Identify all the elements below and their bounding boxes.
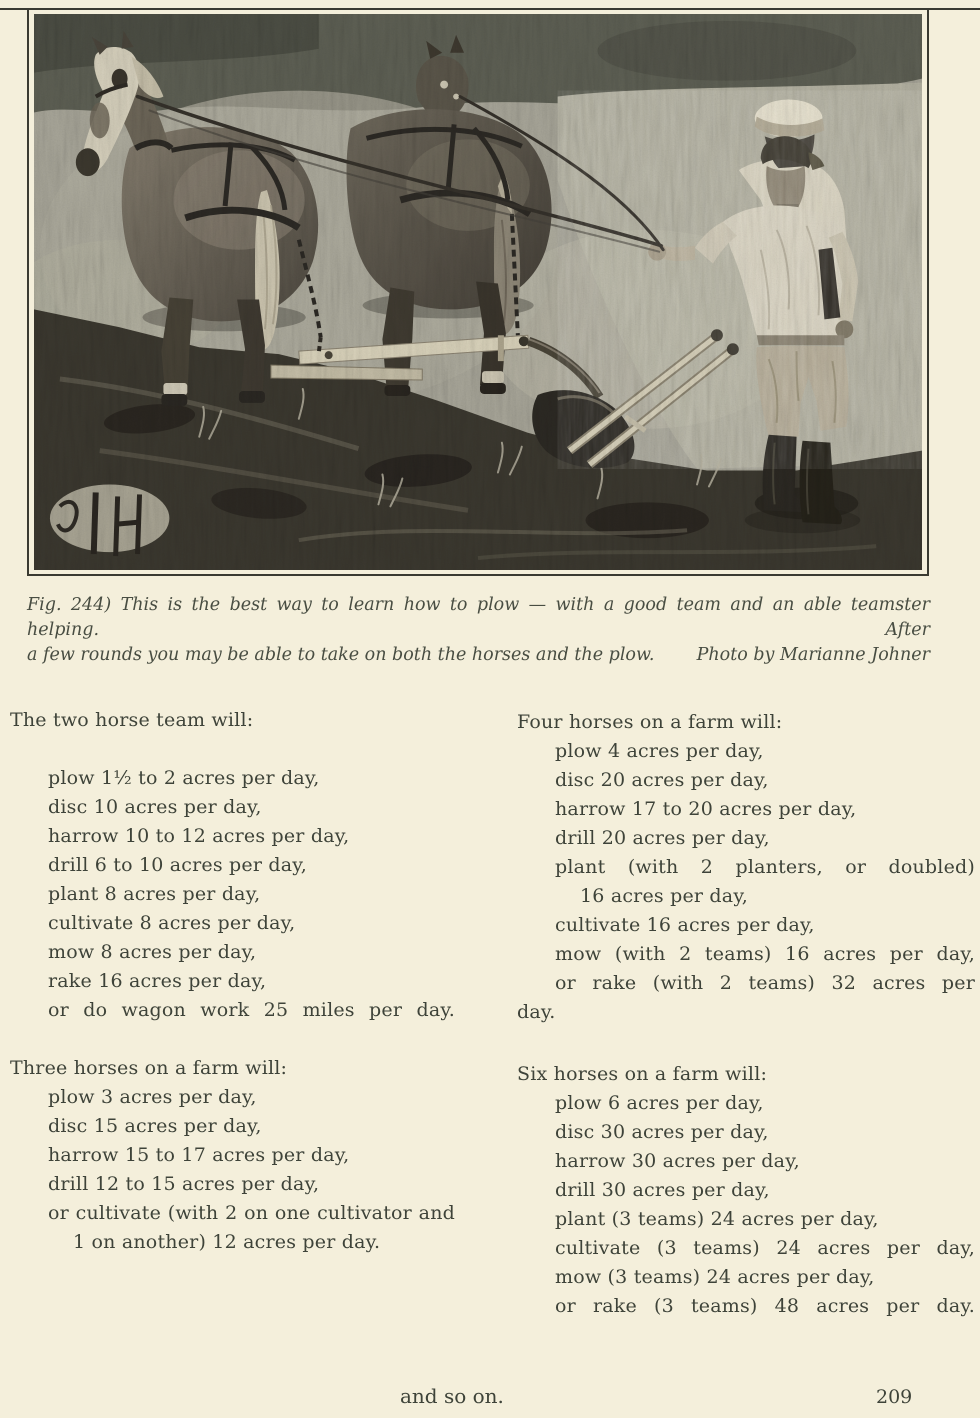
text-line: plant (with 2 planters, or doubled): [555, 856, 975, 878]
text-line: plow 1½ to 2 acres per day,: [48, 767, 320, 789]
text-line: plow 3 acres per day,: [48, 1086, 257, 1108]
text-line: cultivate (3 teams) 24 acres per day,: [555, 1237, 975, 1259]
section-heading: Three horses on a farm will:: [10, 1057, 288, 1079]
section-heading: The two horse team will:: [10, 709, 254, 731]
text-line: mow (with 2 teams) 16 acres per day,: [555, 943, 975, 965]
text-line: harrow 30 acres per day,: [555, 1150, 800, 1172]
section: [517, 1060, 975, 1321]
text-line: mow 8 acres per day,: [48, 941, 257, 963]
section-heading: Six horses on a farm will:: [517, 1063, 768, 1085]
text-line: or do wagon work 25 miles per day.: [48, 999, 455, 1021]
right-column: [517, 708, 975, 1321]
plowing-photo: [34, 14, 922, 570]
section: [10, 1054, 455, 1257]
text-line: mow (3 teams) 24 acres per day,: [555, 1266, 875, 1288]
figure-caption: [27, 593, 930, 668]
text-line: or rake (with 2 teams) 32 acres per: [555, 972, 975, 994]
section-lines: [10, 764, 455, 1025]
text-line: disc 30 acres per day,: [555, 1121, 769, 1143]
text-line: disc 15 acres per day,: [48, 1115, 262, 1137]
text-line: harrow 10 to 12 acres per day,: [48, 825, 350, 847]
text-line: harrow 17 to 20 acres per day,: [555, 798, 857, 820]
text-line: or cultivate (with 2 on one cultivator and: [48, 1202, 455, 1224]
text-line: disc 20 acres per day,: [555, 769, 769, 791]
text-line: plant (3 teams) 24 acres per day,: [555, 1208, 879, 1230]
film-grain-overlay: [34, 14, 922, 570]
text-line: 1 on another) 12 acres per day.: [73, 1231, 381, 1253]
text-line: drill 20 acres per day,: [555, 827, 770, 849]
text-line: disc 10 acres per day,: [48, 796, 262, 818]
text-line: cultivate 16 acres per day,: [555, 914, 815, 936]
footer-text: and so on.: [400, 1384, 504, 1408]
text-line: plant 8 acres per day,: [48, 883, 261, 905]
text-line: drill 12 to 15 acres per day,: [48, 1173, 320, 1195]
text-line: drill 30 acres per day,: [555, 1179, 770, 1201]
text-line: plow 4 acres per day,: [555, 740, 764, 762]
text-line: drill 6 to 10 acres per day,: [48, 854, 307, 876]
left-column: [10, 706, 455, 1257]
text-line: 16 acres per day,: [580, 885, 748, 907]
section-lines: [517, 737, 975, 1027]
text-line: day.: [517, 1001, 556, 1023]
figure-244-frame: [27, 8, 929, 576]
text-line: cultivate 8 acres per day,: [48, 912, 296, 934]
section-heading: Four horses on a farm will:: [517, 711, 783, 733]
page-number: 209: [876, 1386, 913, 1408]
text-line: plow 6 acres per day,: [555, 1092, 764, 1114]
caption-line-2-text: a few rounds you may be able to take on both the horses and the plow.: [27, 645, 655, 665]
caption-line-1: Fig. 244) This is the best way to learn how to plow — with a good team and an able teamster helping. After: [27, 595, 930, 640]
text-line: harrow 15 to 17 acres per day,: [48, 1144, 350, 1166]
text-line: or rake (3 teams) 48 acres per day.: [555, 1295, 975, 1317]
text-line: rake 16 acres per day,: [48, 970, 267, 992]
caption-line-2: [27, 643, 930, 668]
photo-credit: Photo by Marianne Johner: [696, 645, 930, 665]
